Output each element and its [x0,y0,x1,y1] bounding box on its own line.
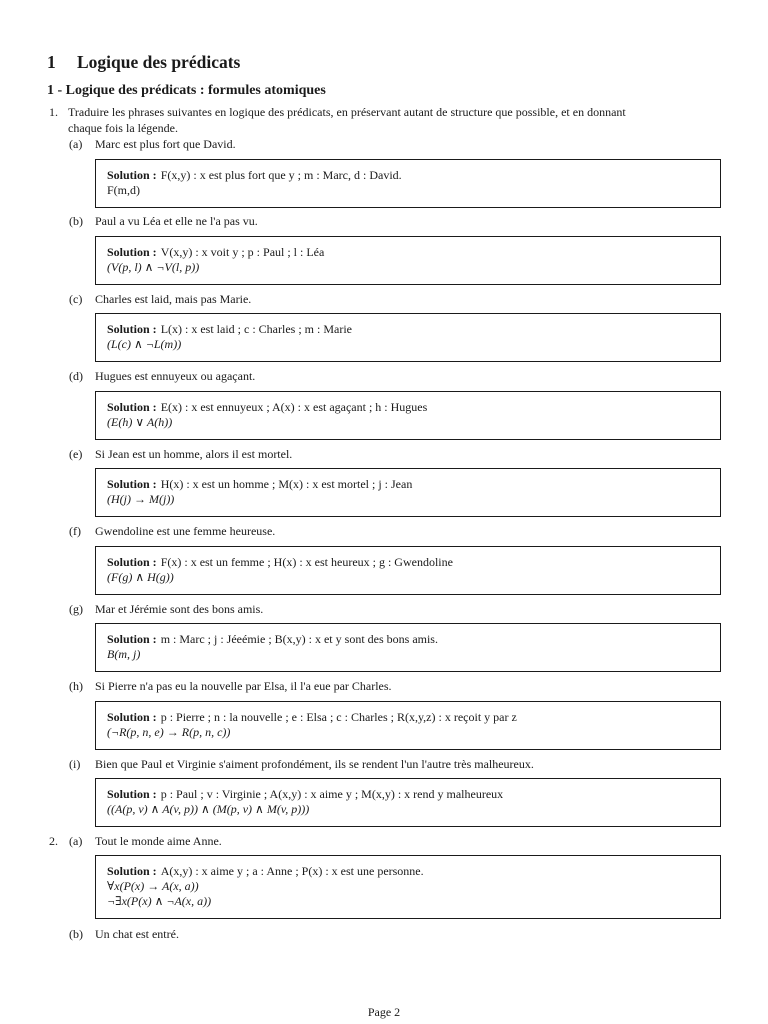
item-label: (h) [69,679,83,693]
solution-formula: (H(j) → M(j)) [107,492,175,506]
solution-formula: (¬R(p, n, e) → R(p, n, c)) [107,725,231,739]
section-heading [47,52,240,72]
solution-formula: ¬∃x(P(x) ∧ ¬A(x, a)) [107,894,212,908]
item-label: (g) [69,602,83,616]
item-label: (f) [69,524,81,538]
solution-label: Solution : [107,168,157,182]
solution-formula: B(m, j) [107,647,141,661]
item-text: Gwendoline est une femme heureuse. [95,524,276,538]
solution-legend: V(x,y) : x voit y ; p : Paul ; l : Léa [160,245,325,259]
solution-formula: F(m,d) [107,183,140,197]
solution-box [95,236,721,285]
solution-label: Solution : [107,864,157,878]
item-text: Un chat est entré. [95,927,179,941]
solution-label: Solution : [107,555,157,569]
section-title: Logique des prédicats [77,52,241,72]
question-text-line: chaque fois la légende. [68,121,178,135]
subsection-title: 1 - Logique des prédicats : formules atomiques [47,83,326,98]
solution-legend: p : Paul ; v : Virginie ; A(x,y) : x aime y ; M(x,y) : x rend y malheureux [160,787,504,801]
solution-formula: (E(h) ∨ A(h)) [107,415,173,429]
solution-formula: (F(g) ∧ H(g)) [107,570,174,584]
solution-box [95,546,721,595]
solution-formula: ((A(p, v) ∧ A(v, p)) ∧ (M(p, v) ∧ M(v, p))) [107,802,310,816]
item-label: (b) [69,214,83,228]
item-label: (d) [69,369,83,383]
item-label: (a) [69,834,83,848]
solution-box [95,313,721,362]
solution-label: Solution : [107,322,157,336]
item-text: Si Pierre n'a pas eu la nouvelle par Elsa, il l'a eue par Charles. [95,679,392,693]
solution-legend: F(x,y) : x est plus fort que y ; m : Marc, d : David. [160,168,402,182]
item-text: Tout le monde aime Anne. [95,834,222,848]
solution-formula: (L(c) ∧ ¬L(m)) [107,337,182,351]
question-text-line: Traduire les phrases suivantes en logique des prédicats, en préservant autant de structure que possible, et en donnant [68,105,626,119]
solution-legend: F(x) : x est un femme ; H(x) : x est heureux ; g : Gwendoline [160,555,453,569]
solution-legend: A(x,y) : x aime y ; a : Anne ; P(x) : x est une personne. [160,864,424,878]
solution-formula: (V(p, l) ∧ ¬V(l, p)) [107,260,200,274]
question-number: 1. [49,105,58,119]
item-text: Si Jean est un homme, alors il est mortel. [95,447,293,461]
solution-label: Solution : [107,710,157,724]
item-label: (e) [69,447,83,461]
item-text: Paul a vu Léa et elle ne l'a pas vu. [95,214,258,228]
solution-label: Solution : [107,245,157,259]
item-text: Bien que Paul et Virginie s'aiment profondément, ils se rendent l'un l'autre très malheureux. [95,757,534,771]
solution-legend: E(x) : x est ennuyeux ; A(x) : x est agaçant ; h : Hugues [160,400,428,414]
solution-box [95,701,721,750]
item-label: (a) [69,137,83,151]
solution-box [95,159,721,208]
solution-box [95,391,721,440]
item-text: Marc est plus fort que David. [95,137,236,151]
solution-legend: p : Pierre ; n : la nouvelle ; e : Elsa ; c : Charles ; R(x,y,z) : x reçoit y par z [160,710,517,724]
solution-legend: H(x) : x est un homme ; M(x) : x est mortel ; j : Jean [160,477,413,491]
solution-label: Solution : [107,400,157,414]
solution-box [95,468,721,517]
item-text: Hugues est ennuyeux ou agaçant. [95,369,256,383]
solution-box [95,623,721,672]
item-text: Mar et Jérémie sont des bons amis. [95,602,264,616]
solution-label: Solution : [107,632,157,646]
solution-label: Solution : [107,787,157,801]
solution-box [95,855,721,919]
solution-box [95,778,721,827]
solution-legend: L(x) : x est laid ; c : Charles ; m : Marie [160,322,352,336]
section-number: 1 [47,52,56,72]
solution-formula: ∀x(P(x) → A(x, a)) [107,879,199,893]
page-footer: Page 2 [367,1005,401,1019]
item-label: (i) [69,757,81,771]
item-text: Charles est laid, mais pas Marie. [95,292,252,306]
item-label: (c) [69,292,83,306]
item-label: (b) [69,927,83,941]
question-number: 2. [49,834,58,848]
solution-legend: m : Marc ; j : Jéeémie ; B(x,y) : x et y sont des bons amis. [160,632,438,646]
solution-label: Solution : [107,477,157,491]
